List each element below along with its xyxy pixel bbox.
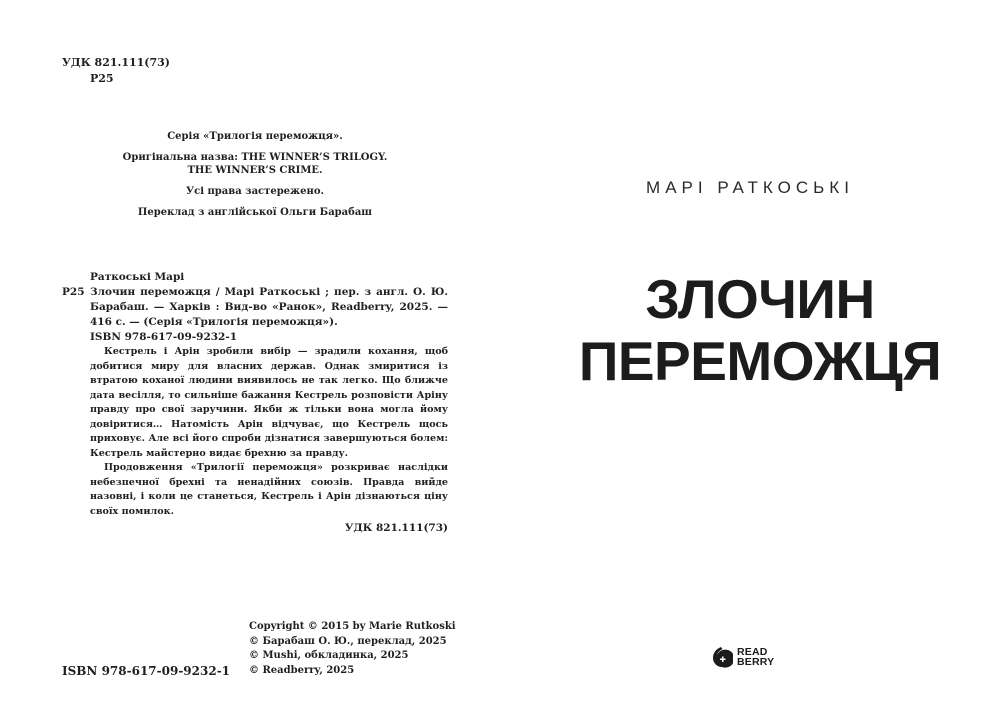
publisher-logo [711, 646, 774, 668]
copyright-line: Copyright © 2015 by Marie Rutkoski [249, 621, 456, 632]
catalog-code: Р25 [62, 286, 85, 298]
catalog-annotation [62, 345, 448, 519]
udk-code: УДК 821.111(73) [62, 56, 171, 69]
series-line: Серія «Трилогія переможця». [167, 131, 343, 142]
catalog-record [62, 270, 448, 536]
copyright-block [249, 620, 456, 678]
original-title-line: Оригінальна назва: THE WINNER’S TRILOGY. [122, 152, 388, 163]
book-title [540, 268, 980, 392]
catalog-bibliographic: Злочин переможця / Марі Раткоські ; пер. з англ. О. Ю. Барабаш. — Харків : Вид-во «Ранок», Readberry, 2025. — 416 с. — (Серія «Трилогія переможця»). [90, 286, 448, 328]
title-line-1: ЗЛОЧИН [645, 268, 875, 330]
readberry-logo-icon [711, 646, 733, 668]
copyright-line: © Readberry, 2025 [249, 664, 355, 676]
isbn-footer: ISBN 978-617-09-9232-1 [62, 664, 231, 678]
annotation-paragraph: Продовження «Трилогії переможця» розкриває наслідки небезпечної брехні та ненадійних союзів. Правда вийде назовні, і коли це станеться, Кестрель і Арін дізнаються ціну своїх помилок. [90, 462, 448, 517]
author-name: МАРІ РАТКОСЬКІ [646, 178, 854, 197]
copyright-line: © Барабаш О. Ю., переклад, 2025 [249, 635, 447, 647]
original-title-line-2: THE WINNER’S CRIME. [187, 165, 323, 176]
catalog-udk: УДК 821.111(73) [344, 522, 448, 534]
translator-credit: Переклад з англійської Ольги Барабаш [137, 207, 373, 218]
copyright-line: © Mushi, обкладинка, 2025 [249, 650, 409, 661]
rights-reserved: Усі права застережено. [186, 186, 324, 197]
catalog-isbn: ISBN 978-617-09-9232-1 [90, 331, 238, 343]
udk-header [62, 55, 170, 87]
annotation-paragraph: Кестрель і Арін зробили вибір — зрадили кохання, щоб добитися миру для власних держав. Однак змиритися із втратою коханої людини виявилось не так легко. Що ближче дата весілля, то сильніше бажання Кестрель розповісти Аріну правду про свої заручини. Якби ж тільки вона могла йому довіритися… Натомість Арін відчуває, що Кестрель щось приховує. Але всі його спроби дізнатися завершуються болем: Кестрель майстерно видає брехню за правду. [90, 346, 448, 459]
catalog-author: Раткоські Марі [90, 271, 185, 283]
logo-word-berry: BERRY [737, 656, 775, 668]
series-info-block [95, 130, 415, 227]
author-mark-code: Р25 [90, 72, 114, 85]
title-line-2: ПЕРЕМОЖЦЯ [578, 330, 942, 392]
logo-word-read: READ [737, 646, 768, 658]
